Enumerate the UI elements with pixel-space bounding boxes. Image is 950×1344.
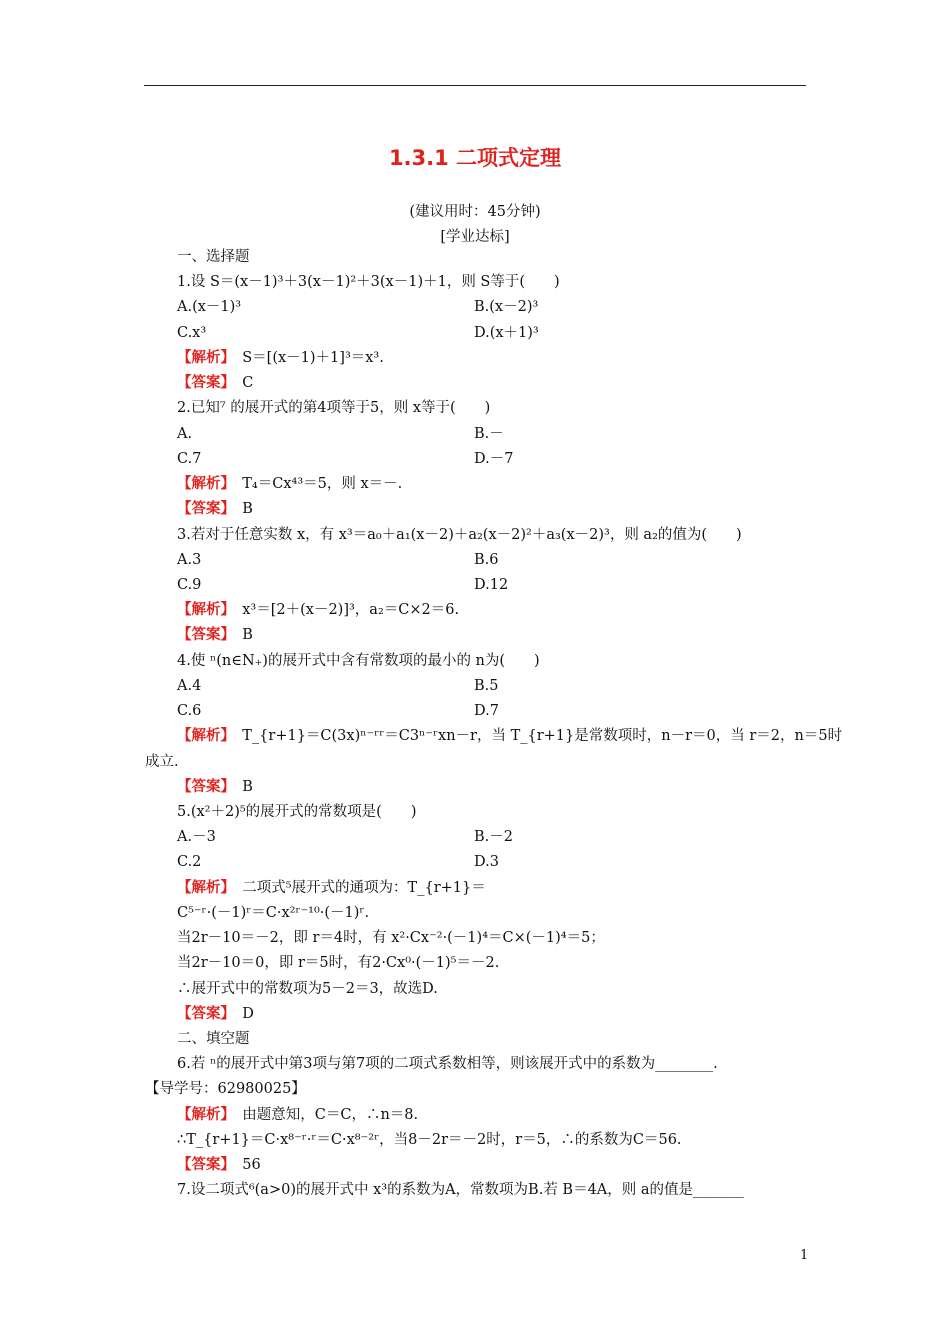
- line-text: B: [227, 501, 253, 517]
- page-number: 1: [800, 1248, 809, 1263]
- text-line: [177, 803, 417, 821]
- text-line: [177, 475, 402, 493]
- text-line: [177, 425, 192, 443]
- text-line: [474, 450, 513, 468]
- line-text: 5.(x²＋2)⁵的展开式的常数项是( ): [177, 804, 417, 820]
- text-line: [177, 702, 201, 720]
- line-text: 当2r－10＝－2，即 r＝4时，有 x²·Cx⁻²·(－1)⁴＝C×(－1)⁴＝5；: [177, 930, 605, 946]
- line-text: 7.设二项式⁶(a>0)的展开式中 x³的系数为A，常数项为B.若 B＝4A，则 a的值是_______: [177, 1182, 744, 1198]
- answer-tag: 【答案】: [177, 1006, 228, 1022]
- line-text: D.12: [474, 577, 509, 593]
- text-line: [177, 727, 842, 745]
- text-line: [474, 298, 538, 316]
- text-line: [177, 980, 438, 998]
- answer-tag: 【答案】: [177, 501, 228, 517]
- text-line: [177, 349, 384, 367]
- text-line: [474, 576, 508, 594]
- answer-tag: 【解析】: [177, 728, 228, 744]
- line-text: 二项式⁵展开式的通项为：T_{r+1}＝: [227, 880, 486, 896]
- text-line: [177, 248, 250, 266]
- text-line: [177, 954, 499, 972]
- answer-tag: 【答案】: [177, 779, 228, 795]
- line-text: ∴展开式中的常数项为5－2＝3，故选D.: [177, 981, 438, 997]
- text-line: [177, 677, 201, 695]
- text-line: [177, 399, 490, 417]
- text-line: [177, 526, 742, 544]
- line-text: T_{r+1}＝C(3x)ⁿ⁻ʳʳ＝C3ⁿ⁻ʳxn－r，当 T_{r+1}是常数项时，n－r＝0，当 r＝2，n＝5时: [227, 728, 843, 744]
- answer-tag: 【答案】: [177, 375, 228, 391]
- line-text: D.3: [474, 854, 499, 870]
- text-line: [177, 1030, 250, 1048]
- line-text: A.: [177, 426, 193, 442]
- line-text: ∴T_{r+1}＝C·x⁸⁻ʳ·ʳ＝C·x⁸⁻²ʳ，当8－2r＝－2时，r＝5，∴的系数为C＝56.: [177, 1132, 682, 1148]
- answer-tag: 【解析】: [177, 1107, 228, 1123]
- line-text: 4.使 ⁿ(n∈N₊)的展开式中含有常数项的最小的 n为( ): [177, 653, 540, 669]
- line-text: A.(x－1)³: [177, 299, 242, 315]
- level-label: [学业达标]: [440, 229, 510, 245]
- text-line: [177, 1156, 261, 1174]
- line-text: D: [227, 1006, 254, 1022]
- text-line: [177, 374, 253, 392]
- line-text: 6.若 ⁿ的展开式中第3项与第7项的二项式系数相等，则该展开式中的系数为________.: [177, 1056, 718, 1072]
- text-line: [474, 702, 499, 720]
- text-line: [474, 677, 499, 695]
- text-line: [177, 1181, 744, 1199]
- line-text: C: [227, 375, 254, 391]
- line-text: C.9: [177, 577, 202, 593]
- line-text: x³＝[2＋(x－2)]³，a₂＝C×2＝6.: [227, 602, 460, 618]
- text-line: [177, 273, 560, 291]
- text-line: [177, 778, 253, 796]
- line-text: 当2r－10＝0，即 r＝5时，有2·Cx⁰·(－1)⁵＝－2.: [177, 955, 500, 971]
- text-line: [177, 298, 241, 316]
- answer-tag: 【解析】: [177, 880, 228, 896]
- suggested-time: (建议用时：45分钟): [409, 204, 541, 220]
- answer-tag: 【解析】: [177, 350, 228, 366]
- line-text: A.3: [177, 552, 202, 568]
- answer-tag: 【解析】: [177, 476, 228, 492]
- text-line: [177, 879, 486, 897]
- answer-tag: 【答案】: [177, 1157, 228, 1173]
- text-line: [177, 1005, 254, 1023]
- line-text: C.6: [177, 703, 202, 719]
- line-text: 一、选择题: [177, 249, 250, 265]
- text-line: [177, 324, 206, 342]
- line-text: D.－7: [474, 451, 514, 467]
- text-line: [177, 828, 216, 846]
- text-line: [474, 551, 499, 569]
- text-line: [177, 1131, 682, 1149]
- line-text: 由题意知，C＝C，∴n＝8.: [227, 1107, 419, 1123]
- text-line: [474, 853, 499, 871]
- text-line: [474, 828, 513, 846]
- line-text: B: [227, 779, 253, 795]
- line-text: B.5: [474, 678, 499, 694]
- line-text: 2.已知⁷ 的展开式的第4项等于5，则 x等于( ): [177, 400, 491, 416]
- line-text: 【导学号：62980025】: [145, 1081, 306, 1097]
- text-line: [177, 929, 605, 947]
- answer-tag: 【答案】: [177, 627, 228, 643]
- text-line: [177, 500, 253, 518]
- text-line: [177, 853, 201, 871]
- line-text: S＝[(x－1)＋1]³＝x³.: [227, 350, 384, 366]
- line-text: T₄＝Cx⁴³＝5，则 x＝－.: [227, 476, 403, 492]
- line-text: A.－3: [177, 829, 216, 845]
- text-line: [177, 1055, 718, 1073]
- text-line: [177, 904, 369, 922]
- line-text: 56: [227, 1157, 261, 1173]
- page-title: 1.3.1 二项式定理: [388, 146, 562, 170]
- text-line: [474, 324, 539, 342]
- line-text: C.2: [177, 854, 202, 870]
- text-line: [177, 551, 201, 569]
- line-text: C.7: [177, 451, 202, 467]
- text-line: [177, 450, 201, 468]
- text-line: [177, 576, 201, 594]
- text-line: [177, 626, 253, 644]
- line-text: B.－2: [474, 829, 513, 845]
- line-text: 1.设 S＝(x－1)³＋3(x－1)²＋3(x－1)＋1，则 S等于( ): [177, 274, 560, 290]
- line-text: B.(x－2)³: [474, 299, 539, 315]
- line-text: 3.若对于任意实数 x，有 x³＝a₀＋a₁(x－2)＋a₂(x－2)²＋a₃(x－2)³，则 a₂的值为( ): [177, 527, 742, 543]
- line-text: 二、填空题: [177, 1031, 250, 1047]
- line-text: D.7: [474, 703, 499, 719]
- text-line: [177, 652, 540, 670]
- line-text: 成立.: [145, 754, 179, 770]
- text-line: [474, 425, 504, 443]
- text-line: [145, 1080, 306, 1098]
- line-text: C.x³: [177, 325, 207, 341]
- line-text: B: [227, 627, 253, 643]
- line-text: D.(x＋1)³: [474, 325, 539, 341]
- text-line: [145, 753, 179, 771]
- header-rule: [144, 85, 806, 86]
- line-text: A.4: [177, 678, 202, 694]
- line-text: B.6: [474, 552, 499, 568]
- line-text: C⁵⁻ʳ·(－1)ʳ＝C·x²ʳ⁻¹⁰·(－1)ʳ.: [177, 905, 370, 921]
- text-line: [177, 601, 459, 619]
- text-line: [177, 1106, 418, 1124]
- answer-tag: 【解析】: [177, 602, 228, 618]
- line-text: B.－: [474, 426, 504, 442]
